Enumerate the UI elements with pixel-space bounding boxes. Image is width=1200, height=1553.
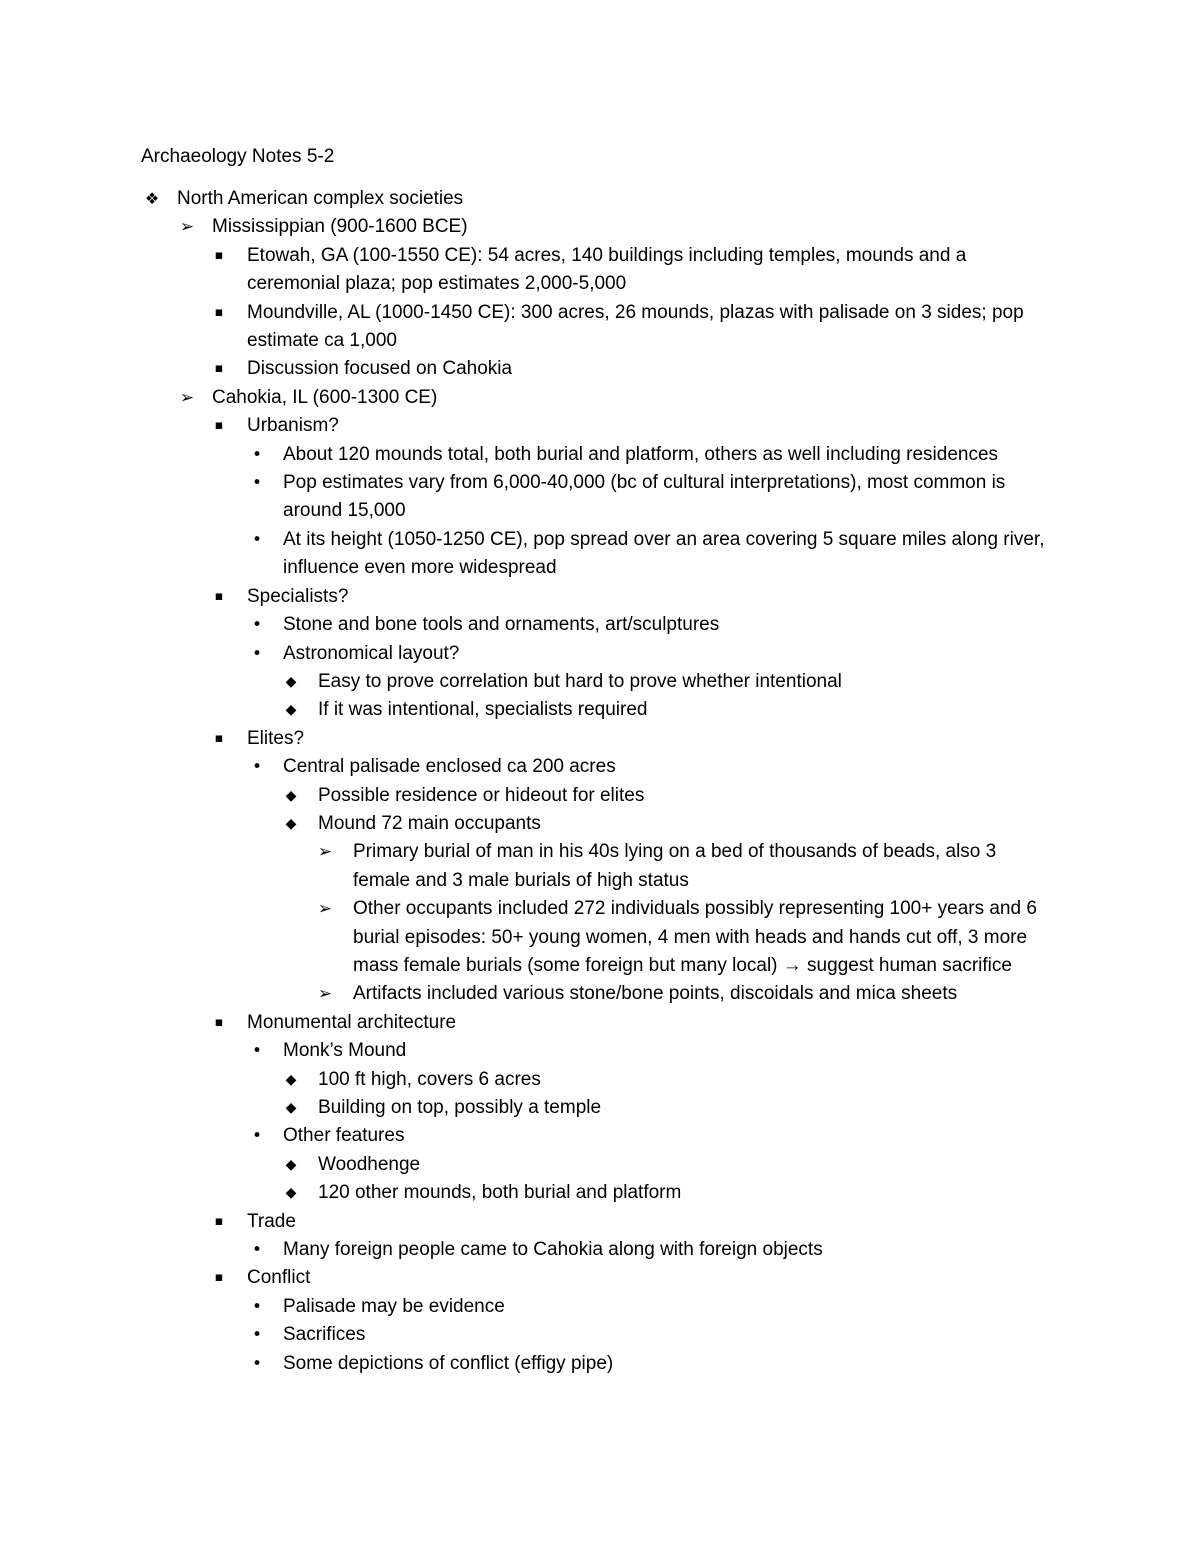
- bullet-marker-icon: ❖: [144, 189, 160, 208]
- outline-item-level-0: [0, 185, 1047, 213]
- bullet-marker-icon: •: [251, 1041, 263, 1062]
- page-title: Archaeology Notes 5-2: [141, 146, 335, 167]
- outline-item-text: Possible residence or hideout for elites: [318, 784, 645, 806]
- outline-item-level-4: [0, 696, 1048, 724]
- bullet-marker-icon: •: [251, 1325, 263, 1346]
- bullet-marker-icon: •: [251, 615, 263, 636]
- outline-item-text: Conflict: [247, 1267, 311, 1289]
- bullet-marker-icon: •: [251, 1296, 263, 1317]
- outline-item-level-4: [0, 1094, 1048, 1122]
- bullet-marker-icon: •: [251, 1240, 263, 1261]
- outline-item-level-3: [0, 441, 1048, 469]
- bullet-marker-icon: •: [251, 757, 263, 778]
- outline-item-text: Other features: [283, 1125, 405, 1147]
- outline-item-level-2: [0, 1009, 1047, 1037]
- bullet-marker-icon: ▪: [214, 418, 224, 434]
- bullet-marker-icon: ▪: [214, 588, 224, 604]
- outline-item-level-3: [0, 469, 1048, 526]
- outline-item-text: Stone and bone tools and ornaments, art/sculptures: [283, 614, 720, 636]
- outline-item-text: Monumental architecture: [247, 1011, 457, 1033]
- outline-item-level-3: [0, 1037, 1048, 1065]
- outline-item-level-3: [0, 1236, 1048, 1264]
- outline-item-level-5: [0, 895, 1048, 980]
- bullet-marker-icon: ◆: [285, 1185, 297, 1202]
- outline-item-text: Urbanism?: [247, 415, 339, 437]
- bullet-marker-icon: ▪: [214, 1213, 224, 1229]
- bullet-marker-icon: ◆: [285, 815, 297, 832]
- outline-item-text: Astronomical layout?: [283, 642, 460, 664]
- bullet-marker-icon: ▪: [214, 304, 224, 320]
- bullet-marker-icon: •: [251, 473, 263, 494]
- outline-item-level-3: [0, 753, 1048, 781]
- outline-item-level-1: [0, 384, 1047, 412]
- outline-item-level-2: [0, 583, 1047, 611]
- outline-item-level-3: [0, 526, 1048, 583]
- bullet-marker-icon: ◆: [285, 673, 297, 690]
- bullet-marker-icon: ➢: [317, 984, 333, 1005]
- bullet-marker-icon: ◆: [285, 787, 297, 804]
- outline-item-text: Mississippian (900-1600 BCE): [212, 216, 468, 238]
- bullet-marker-icon: ◆: [285, 702, 297, 719]
- outline-item-text: Other occupants included 272 individuals possibly representing 100+ years and 6 burial episodes: 50+ young women, 4 men with heads and hands cut off, 3 more mass female burials (some foreign but many local) → suggest human sacrifice: [353, 898, 1037, 976]
- outline-item-text: Palisade may be evidence: [283, 1295, 505, 1317]
- bullet-marker-icon: ▪: [214, 361, 224, 377]
- outline-item-text: Primary burial of man in his 40s lying on a bed of thousands of beads, also 3 female and 3 male burials of high status: [353, 841, 997, 891]
- outline-item-text: Etowah, GA (100-1550 CE): 54 acres, 140 buildings including temples, mounds and a ceremonial plaza; pop estimates 2,000-5,000: [247, 244, 967, 295]
- bullet-marker-icon: ▪: [214, 247, 224, 263]
- bullet-marker-icon: ◆: [285, 1156, 297, 1173]
- outline-item-level-2: [0, 412, 1047, 440]
- outline-item-level-2: [0, 355, 1047, 383]
- outline-item-level-4: [0, 810, 1048, 838]
- bullet-marker-icon: •: [251, 529, 263, 550]
- bullet-marker-icon: •: [251, 643, 263, 664]
- bullet-marker-icon: ➢: [179, 217, 195, 238]
- outline-item-text: Woodhenge: [318, 1153, 421, 1175]
- outline-item-text: Specialists?: [247, 585, 349, 607]
- outline-item-level-2: [0, 725, 1047, 753]
- outline-item-text: Many foreign people came to Cahokia along with foreign objects: [283, 1239, 823, 1261]
- outline-item-level-4: [0, 1066, 1048, 1094]
- outline-item-level-3: [0, 1350, 1048, 1378]
- outline-item-level-2: [0, 242, 1047, 299]
- outline-item-text: Sacrifices: [283, 1324, 366, 1346]
- outline-item-text: Trade: [247, 1210, 296, 1232]
- outline-item-text: Elites?: [247, 727, 305, 749]
- outline-item-level-3: [0, 1293, 1048, 1321]
- outline-item-level-5: [0, 838, 1048, 895]
- bullet-marker-icon: ▪: [214, 1270, 224, 1286]
- bullet-marker-icon: ➢: [317, 899, 333, 920]
- outline-item-text: About 120 mounds total, both burial and platform, others as well including residences: [283, 443, 999, 465]
- outline-item-level-4: [0, 782, 1048, 810]
- outline-item-level-3: [0, 640, 1048, 668]
- outline-item-level-3: [0, 1122, 1048, 1150]
- outline-item-text: Cahokia, IL (600-1300 CE): [212, 386, 438, 408]
- outline-item-text: At its height (1050-1250 CE), pop spread over an area covering 5 square miles along river, influence even more widespread: [283, 528, 1045, 579]
- outline-item-text: Discussion focused on Cahokia: [247, 358, 513, 380]
- outline-item-text: Building on top, possibly a temple: [318, 1097, 602, 1118]
- outline-item-level-4: [0, 1151, 1048, 1179]
- outline-item-text: 100 ft high, covers 6 acres: [318, 1068, 541, 1090]
- outline-item-text: Artifacts included various stone/bone points, discoidals and mica sheets: [353, 983, 958, 1005]
- outline-item-text: Easy to prove correlation but hard to prove whether intentional: [318, 670, 842, 692]
- bullet-marker-icon: ◆: [285, 1071, 297, 1088]
- outline-item-text: Mound 72 main occupants: [318, 812, 541, 834]
- outline-item-text: North American complex societies: [177, 188, 464, 209]
- bullet-marker-icon: •: [251, 1126, 263, 1147]
- notes-outline: [0, 185, 1200, 1378]
- bullet-marker-icon: •: [251, 1353, 263, 1374]
- outline-item-text: Pop estimates vary from 6,000-40,000 (bc of cultural interpretations), most common is around 15,000: [283, 472, 1006, 522]
- outline-item-level-4: [0, 668, 1048, 696]
- outline-item-level-2: [0, 299, 1047, 356]
- outline-item-level-2: [0, 1208, 1047, 1236]
- outline-item-text: 120 other mounds, both burial and platform: [318, 1182, 682, 1204]
- bullet-marker-icon: •: [251, 444, 263, 465]
- outline-item-level-4: [0, 1179, 1048, 1207]
- outline-item-level-3: [0, 611, 1048, 639]
- outline-item-level-1: [0, 213, 1047, 241]
- bullet-marker-icon: ▪: [214, 1014, 224, 1030]
- outline-item-level-2: [0, 1264, 1047, 1292]
- outline-item-level-5: [0, 980, 1048, 1008]
- outline-item-text: If it was intentional, specialists required: [318, 699, 648, 721]
- bullet-marker-icon: ▪: [214, 730, 224, 746]
- outline-item-level-3: [0, 1321, 1048, 1349]
- outline-item-text: Central palisade enclosed ca 200 acres: [283, 756, 616, 778]
- bullet-marker-icon: ➢: [317, 842, 333, 863]
- outline-item-text: Some depictions of conflict (effigy pipe): [283, 1352, 614, 1374]
- bullet-marker-icon: ◆: [285, 1100, 297, 1116]
- outline-item-text: Monk’s Mound: [283, 1040, 407, 1062]
- outline-item-text: Moundville, AL (1000-1450 CE): 300 acres, 26 mounds, plazas with palisade on 3 sides; pop estimate ca 1,000: [247, 301, 1024, 352]
- bullet-marker-icon: ➢: [179, 387, 195, 408]
